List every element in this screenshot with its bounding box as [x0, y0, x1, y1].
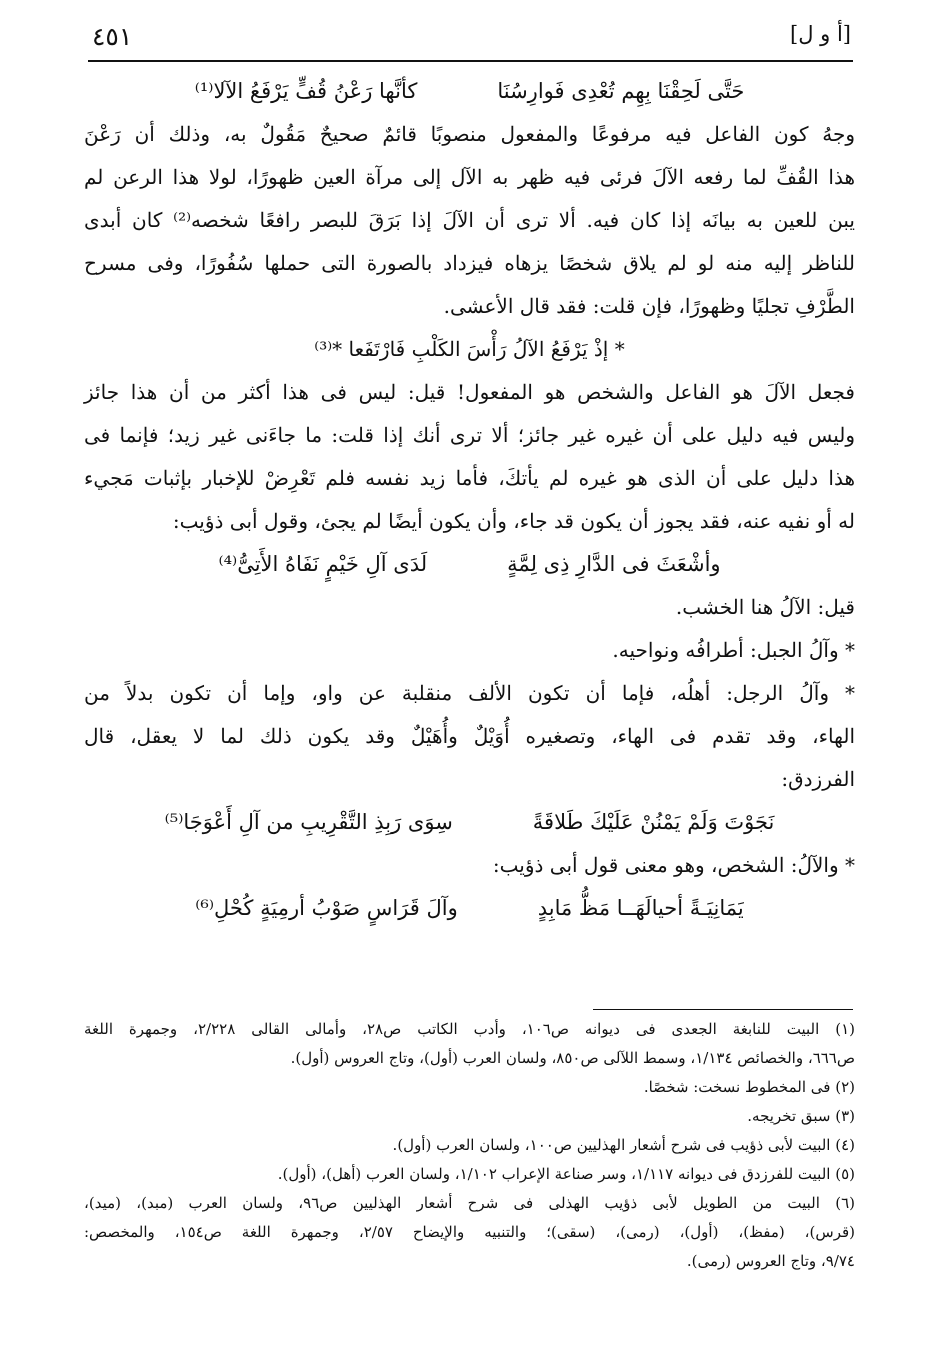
paragraph-line: يبن للعين به بيانَه إذا كان فيه. ألا ترى أن الآلَ إذا بَرَقَ للبصر رافعًا شخصه⁽²⁾ كان أبدى [84, 208, 855, 232]
page-number: ٤٥١ [92, 22, 133, 51]
footnote-rule [593, 1009, 853, 1010]
footnote-line: (قرس)، (مفظ)، (أول)، (رمى)، (سقى)؛ والتنبيه والإيضاح ٢/٥٧، وجمهرة اللغة ص١٥٤، والمخصص: [84, 1223, 855, 1241]
paragraph-line: قيل: الآلُ هنا الخشب. [675, 595, 855, 619]
main-text [84, 70, 855, 930]
paragraph-line: هذا القُفِّ لما رفعه الآلَ فرئى فيه ظهر به الآل إلى مرآة العين ظهورًا، لولا هذا الرعن لم [84, 165, 855, 189]
verse-5-hemistich-left: وآلَ قَرَاسٍ صَوْبُ أرمِيَةٍ كُحْلِ⁽⁶⁾ [195, 896, 458, 920]
paragraph-line: * وآلُ الجبل: أطرافُه ونواحيه. [612, 638, 855, 662]
footnote-line: (٦) البيت من الطويل لأبى ذؤيب الهذلى فى شرح أشعار الهذليين ص٩٦، ولسان العرب (مبد)، (ميد)، [84, 1194, 855, 1212]
verse-2: * إذْ يَرْفَعُ الآلُ رَأْسَ الكَلْبِ فَارْتَفَعا *⁽³⁾ [314, 337, 625, 361]
verse-3 [84, 543, 855, 586]
paragraph-line: له أو نفيه عنه، فقد يجوز أن يكون قد جاء، وأن يكون أيضًا لم يجئ، وقول أبى ذؤيب: [172, 509, 855, 533]
verse-3-hemistich-left: لَدَى آلِ خَيْمٍ نَفَاهُ الأَتِىُّ⁽⁴⁾ [218, 552, 428, 576]
paragraph-line: وليس فيه دليل على أن غيره غير جائز؛ ألا ترى أنك إذا قلت: ما جاءَنى غير زيد؛ فإنما فى [84, 423, 855, 447]
header-rule [88, 60, 853, 62]
footnote-line: ٩/٧٤، وتاج العروس (رمى). [686, 1252, 855, 1270]
verse-1 [84, 70, 855, 113]
verse-5 [84, 887, 855, 930]
footnote-line: (٤) البيت لأبى ذؤيب فى شرح أشعار الهذليين ص١٠٠، ولسان العرب (أول). [392, 1136, 855, 1154]
paragraph-line: هذا دليل على أن الذى هو غيره لم يأتكَ، فأما زيد نفسه فلم تَعْرِضْ للإخبار بإثبات مَجيء [84, 466, 855, 490]
verse-4-hemistich-left: سِوَى رَبِذِ التَّقْرِيبِ من آلِ أَعْوَجَا⁽⁵⁾ [164, 810, 453, 834]
verse-3-hemistich-right: وأشْعَثَ فى الدَّارِ ذِى لِمَّةٍ [507, 552, 721, 576]
footnote-line: (٥) البيت للفرزدق فى ديوانه ١/١١٧، وسر صناعة الإعراب ١/١٠٢، ولسان العرب (أهل)، (أول). [277, 1165, 855, 1183]
verse-4-hemistich-right: نَجَوْتَ وَلَمْ يَمْنُنْ عَلَيْكَ طَلاقَةً [532, 810, 775, 834]
paragraph-line: فجعل الآلَ هو الفاعل والشخص هو المفعول! قيل: ليس فى هذا أكثر من أن هذا جائز [84, 380, 855, 404]
verse-5-hemistich-right: يَمَانِيَـةً أحيالَهَــا مَظُّ مَابِدٍ [537, 896, 744, 920]
entry-root-header: [أ و ل] [790, 22, 851, 46]
paragraph-line: الطَّرْفِ تجليًا وظهورًا، فإن قلت: فقد قال الأعشى. [443, 294, 855, 318]
footnote-line: ص٦٦٦، والخصائص ١/١٣٤، وسمط اللآلى ص٨٥٠، ولسان العرب (أول)، وتاج العروس (أول). [290, 1049, 855, 1067]
paragraph-line: الفرزدق: [781, 767, 855, 791]
paragraph-line: وجهُ كون الفاعل فيه مرفوعًا والمفعول منصوبًا قائمٌ صحيحٌ مَقُولٌ به، وذلك أن رَعْنَ [84, 122, 855, 146]
footnote-line: (١) البيت للنابغة الجعدى فى ديوانه ص١٠٦، وأدب الكاتب ص٢٨، وأمالى القالى ٢/٢٢٨، وجمهرة اللغة [84, 1020, 855, 1038]
verse-1-hemistich-left: كأنَّها رَعْنُ قُفٍّ يَرْفَعُ الآلا⁽¹⁾ [194, 79, 418, 103]
verse-1-hemistich-right: حَتَّى لَحِقْنَا بِهِم تُعْدِى فَوارِسُنَا [497, 79, 745, 103]
paragraph-line: * والآلُ: الشخص، وهو معنى قول أبى ذؤيب: [492, 853, 855, 877]
paragraph-line: للناظر إليه منه لو لم يلاق شخصًا يزهاه فيزداد بالصورة التى حملها سُفُورًا، وفى مسرح [84, 251, 855, 275]
paragraph-line: الهاء، وقد تقدم فى الهاء، وتصغيره أُوَيْلٌ وأُهَيْلٌ وقد يكون ذلك لما لا يعقل، قال [84, 724, 855, 748]
footnotes [84, 1015, 855, 1276]
paragraph-line: * وآلُ الرجل: أهلُه، فإما أن تكون الألف منقلبة عن واو، وإما أن تكون بدلاً من [84, 681, 855, 705]
footnote-line: (٣) سبق تخريجه. [747, 1107, 855, 1125]
verse-4 [84, 801, 855, 844]
footnote-line: (٢) فى المخطوط نسخت: شخصًا. [643, 1078, 855, 1096]
